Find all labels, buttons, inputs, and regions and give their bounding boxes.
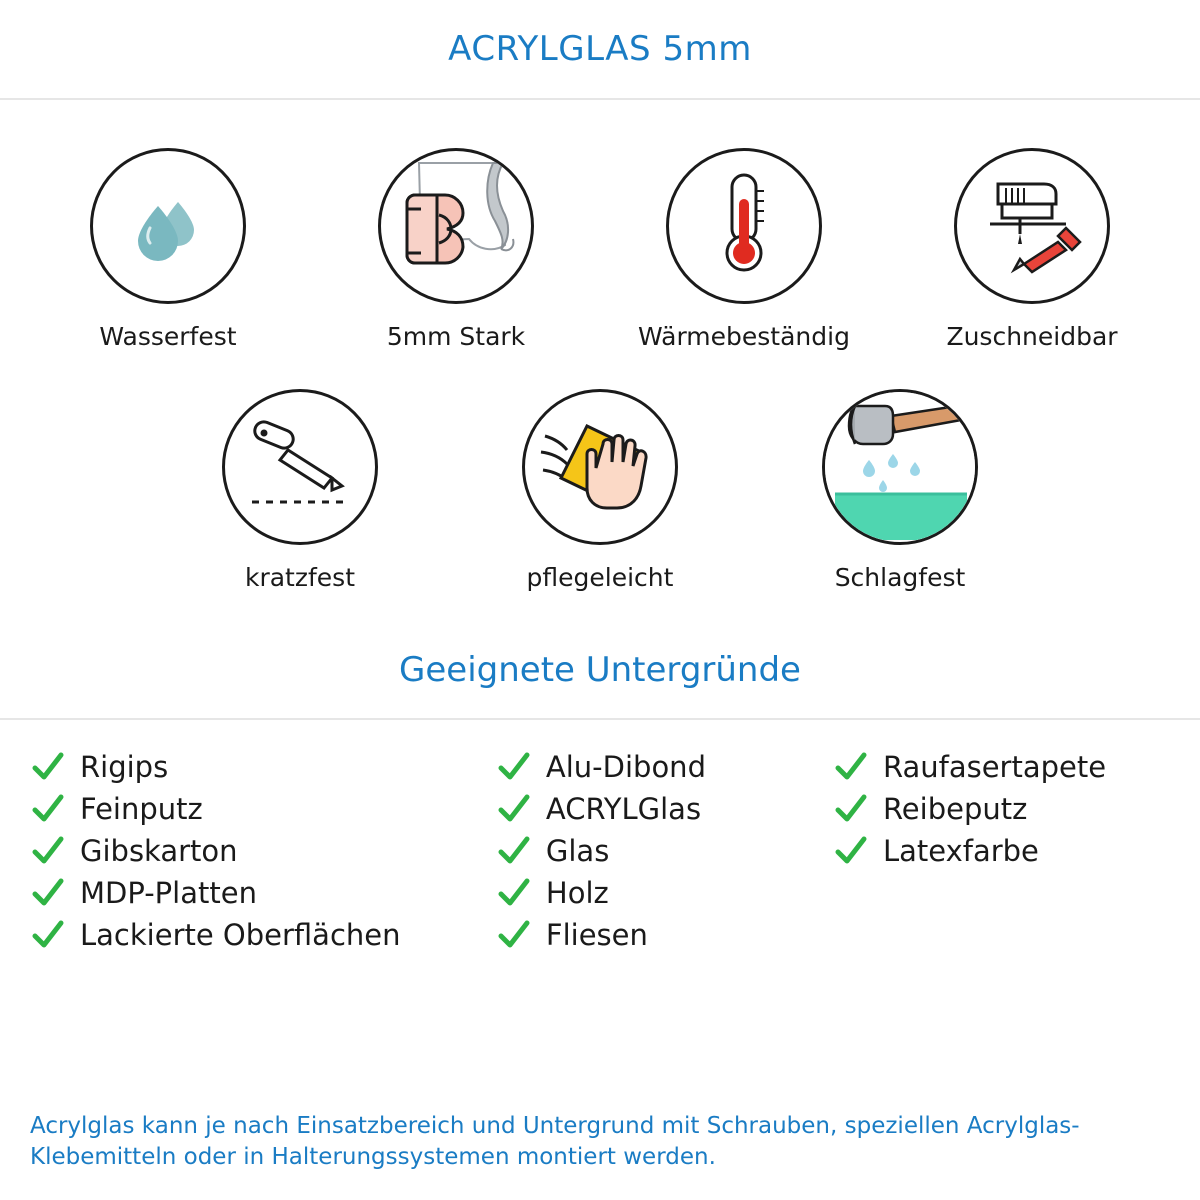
check-icon [496, 791, 532, 827]
check-icon [496, 875, 532, 911]
page-header [0, 0, 1200, 100]
substrates-column-3 [833, 746, 1170, 956]
check-icon [833, 791, 869, 827]
list-item [30, 746, 496, 788]
feature-icon-circle [666, 148, 822, 304]
list-item [30, 914, 496, 956]
list-item-label: Holz [545, 876, 609, 910]
feature-label: Wasserfest [99, 322, 237, 351]
mounting-note: Acrylglas kann je nach Einsatzbereich und Untergrund mit Schrauben, speziellen Acrylglas-Klebemitteln oder in Halterungssystemen montiert werden. [30, 1112, 1080, 1171]
list-item-label: Reibeputz [882, 792, 1028, 826]
check-icon [30, 791, 66, 827]
list-item [496, 830, 833, 872]
list-item [496, 746, 833, 788]
feature-waermebestaendig [600, 148, 888, 351]
feature-label: kratzfest [244, 563, 355, 592]
feature-label: Wärmebeständig [638, 322, 850, 351]
page-title: ACRYLGLAS 5mm [448, 29, 752, 69]
feature-schlagfest [750, 389, 1050, 592]
thermometer-icon [694, 169, 794, 283]
feature-icon-circle [522, 389, 678, 545]
list-item-label: Alu-Dibond [545, 750, 706, 784]
feature-5mm-stark [312, 148, 600, 351]
list-item-label: Glas [545, 834, 610, 868]
feature-grid [0, 100, 1200, 592]
feature-kratzfest [150, 389, 450, 592]
check-icon [30, 833, 66, 869]
list-item [833, 788, 1170, 830]
list-item [833, 830, 1170, 872]
jigsaw-cutter-icon [972, 164, 1092, 288]
feature-label: pflegeleicht [526, 563, 674, 592]
list-item-label: ACRYLGlas [545, 792, 702, 826]
feature-icon-circle [378, 148, 534, 304]
list-item [496, 872, 833, 914]
feature-icon-circle [822, 389, 978, 545]
check-icon [496, 917, 532, 953]
list-item [496, 914, 833, 956]
feature-label: Schlagfest [834, 563, 966, 592]
check-icon [833, 833, 869, 869]
list-item-label: Raufasertapete [882, 750, 1107, 784]
list-item-label: Rigips [80, 750, 169, 784]
check-icon [496, 833, 532, 869]
water-drops-icon [120, 176, 216, 276]
list-item [833, 746, 1170, 788]
list-item-label: Feinputz [80, 792, 203, 826]
check-icon [30, 875, 66, 911]
feature-label: Zuschneidbar [946, 322, 1118, 351]
substrates-list [0, 720, 1200, 956]
substrates-column-2 [496, 746, 833, 956]
feature-icon-circle [222, 389, 378, 545]
section-heading-untergruende: Geeignete Untergründe [0, 650, 1200, 720]
feature-zuschneidbar [888, 148, 1176, 351]
list-item-label: Gibskarton [80, 834, 238, 868]
feature-icon-circle [90, 148, 246, 304]
strong-arm-icon [381, 149, 531, 303]
list-item [30, 830, 496, 872]
hammer-impact-icon [825, 390, 975, 544]
knife-scratch-icon [240, 410, 360, 524]
list-item-label: MDP-Platten [80, 876, 257, 910]
list-item [30, 872, 496, 914]
feature-wasserfest [24, 148, 312, 351]
check-icon [496, 749, 532, 785]
feature-row-2 [24, 389, 1176, 592]
list-item-label: Latexfarbe [882, 834, 1039, 868]
list-item [496, 788, 833, 830]
feature-icon-circle [954, 148, 1110, 304]
list-item [30, 788, 496, 830]
substrates-column-1 [30, 746, 496, 956]
check-icon [30, 749, 66, 785]
feature-label: 5mm Stark [386, 322, 526, 351]
feature-pflegeleicht [450, 389, 750, 592]
cleaning-hand-cloth-icon [525, 390, 675, 544]
check-icon [833, 749, 869, 785]
list-item-label: Fliesen [545, 918, 648, 952]
list-item-label: Lackierte Oberflächen [80, 918, 401, 952]
feature-row-1 [24, 148, 1176, 351]
check-icon [30, 917, 66, 953]
